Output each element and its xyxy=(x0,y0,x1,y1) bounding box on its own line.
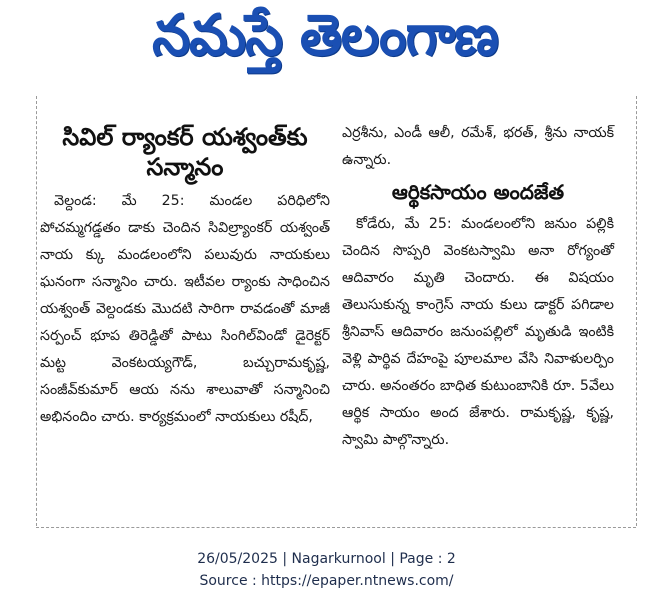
footer-date-line: 26/05/2025 | Nagarkurnool | Page : 2 xyxy=(197,551,456,567)
left-border xyxy=(36,96,37,526)
masthead-title: నమస్తే తెలంగాణ xyxy=(152,1,498,68)
footer xyxy=(0,548,653,592)
left-article-headline: సివిల్ ర్యాంకర్ యశ్వంత్‌కు సన్మానం xyxy=(62,123,308,181)
right-article-headline: ఆర్థికసాయం అందజేత xyxy=(391,180,565,204)
right-border xyxy=(636,96,637,526)
bottom-border xyxy=(36,527,636,528)
right-article xyxy=(342,120,614,454)
right-article-body: కోడేరు, మే 25: మండలంలోని జనుం పల్లికి చెందిన సొప్పరి వెంకటస్వామి అనా రోగ్యంతో ఆదివారం మృతి చెందారు. ఈ విషయం తెలుసుకున్న కాంగ్రెస్ నాయ కులు డాక్టర్ పగిడాల శ్రీనివాస్ ఆదివారం జనుంపల్లిలో మృతుడి ఇంటికి వెళ్లి పార్థివ దేహంపై పూలమాల వేసి నివాళులర్పిం చారు. అనంతరం బాధిత కుటుంబానికి రూ. 5వేలు ఆర్థిక సాయం అంద జేశారు. రామకృష్ణ, కృష్ణ, స్వామి పాల్గొన్నారు. xyxy=(342,216,614,448)
masthead xyxy=(90,1,560,80)
right-article-continuation: ఎర్రశీను, ఎండీ ఆలీ, రమేశ్, భరత్, శ్రీను నాయక్ ఉన్నారు. xyxy=(342,125,614,168)
left-article xyxy=(40,120,330,431)
footer-source-line: Source : https://epaper.ntnews.com/ xyxy=(199,573,454,589)
left-article-body: వెల్దండ: మే 25: మండల పరిధిలోని పోచమ్మగడ్డతం డాకు చెందిన సివిల్ర్యాంకర్ యశ్వంత్ నాయ క్కు మండలంలోని పలువురు నాయకులు ఘనంగా సన్మానిం చారు. ఇటీవల ర్యాంకు సాధించిన యశ్వంత్ వెల్దండకు మొదటి సారిగా రావడంతో మాజీ సర్పంచ్ భూప తిరెడ్డితో పాటు సింగిల్‌విండో డైరెక్టర్ మట్ట వెంకటయ్యగౌడ్, బచ్చురామకృష్ణ, సంజీవ్‌కుమార్ ఆయ నను శాలువాతో సన్మానించి అభినందిం చారు. కార్యక్రమంలో నాయకులు రషీద్, xyxy=(40,193,330,425)
